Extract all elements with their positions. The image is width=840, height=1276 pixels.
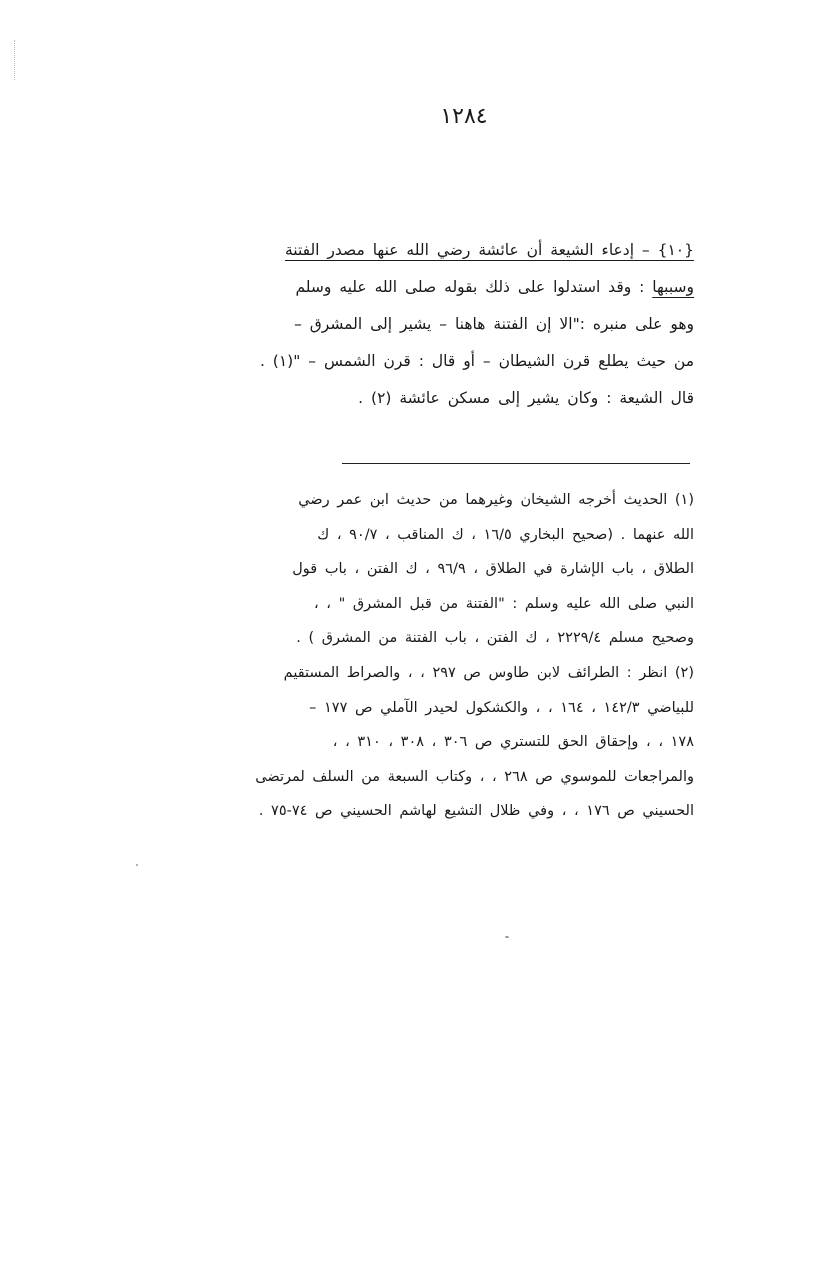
scan-speck bbox=[136, 864, 138, 866]
section-heading: {١٠} – إدعاء الشيعة أن عائشة رضي الله عنها مصدر الفتنة bbox=[284, 241, 694, 259]
footnote-line: وصحيح مسلم ٢٢٢٩/٤ ، ك الفتن ، باب الفتنة من المشرق ) . bbox=[296, 630, 694, 647]
page-number: ١٢٨٤ bbox=[440, 104, 488, 129]
body-line-3: وهو على منبره :"الا إن الفتنة هاهنا – يشير إلى المشرق – bbox=[294, 315, 694, 333]
footnote-line: للبياضي ١٤٢/٣ ، ١٦٤ ، ، والكشكول لحيدر الآملي ص ١٧٧ – bbox=[309, 699, 694, 716]
main-body-text bbox=[106, 232, 694, 417]
footnote-line: ١٧٨ ، ، وإحقاق الحق للتستري ص ٣٠٦ ، ٣٠٨ ، ٣١٠ ، ، bbox=[332, 734, 694, 751]
footnotes-block bbox=[104, 483, 694, 829]
body-line-5: قال الشيعة : وكان يشير إلى مسكن عائشة (٢) . bbox=[358, 389, 694, 407]
body-line-4: من حيث يطلع قرن الشيطان – أو قال : قرن الشمس – "(١) . bbox=[259, 352, 694, 370]
footnote-line: النبي صلى الله عليه وسلم : "الفتنة من قبل المشرق " ، ، bbox=[313, 595, 694, 612]
footnote-line: الطلاق ، باب الإشارة في الطلاق ، ٩٦/٩ ، ك الفتن ، باب قول bbox=[292, 561, 694, 578]
footnote-line: والمراجعات للموسوي ص ٢٦٨ ، ، وكتاب السبعة من السلف لمرتضى bbox=[255, 768, 694, 785]
margin-dotted-mark bbox=[14, 40, 16, 80]
footnote-line: الحسيني ص ١٧٦ ، ، وفي ظلال التشيع لهاشم الحسيني ص ٧٤-٧٥ . bbox=[258, 803, 694, 820]
body-line-1 bbox=[106, 232, 694, 269]
footnote-line: (٢) انظر : الطرائف لابن طاوس ص ٢٩٧ ، ، والصراط المستقيم bbox=[283, 664, 694, 681]
heading-continuation: وسببها bbox=[652, 278, 694, 296]
scan-speck bbox=[505, 936, 509, 938]
footnote-line: (١) الحديث أخرجه الشيخان وغيرهما من حديث ابن عمر رضي bbox=[298, 492, 694, 508]
body-line-2-text: : وقد استدلوا على ذلك بقوله صلى الله عليه وسلم bbox=[295, 278, 645, 296]
footnote-separator bbox=[342, 463, 690, 464]
body-line-2 bbox=[106, 269, 694, 306]
footnote-line: الله عنهما . (صحيح البخاري ١٦/٥ ، ك المناقب ، ٩٠/٧ ، ك bbox=[317, 526, 694, 543]
